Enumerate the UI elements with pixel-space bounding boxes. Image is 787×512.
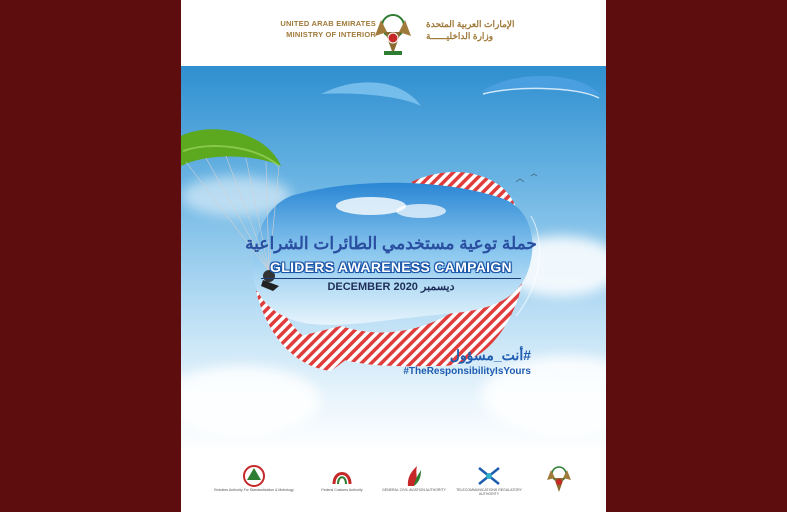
- campaign-title-ar: حملة توعية مستخدمي الطائرات الشراعية: [245, 234, 537, 253]
- header-english: [241, 18, 376, 40]
- hashtag-arabic: #أنت_مسؤول: [449, 347, 531, 363]
- distant-glider-center: [321, 82, 421, 106]
- header-ministry-ar: وزارة الداخليــــــة: [426, 31, 494, 41]
- partner-logos: [181, 452, 606, 512]
- tra-logo-icon: [477, 464, 501, 488]
- campaign-title-en: GLIDERS AWARENESS CAMPAIGN: [270, 259, 512, 275]
- header-country: UNITED ARAB EMIRATES: [280, 19, 376, 28]
- campaign-date: DECEMBER 2020 ديسمبر: [327, 281, 455, 293]
- poster-header: [181, 0, 606, 66]
- gcaa-logo-icon: [405, 464, 423, 488]
- header-country-ar: الإمارات العربية المتحدة: [426, 19, 515, 29]
- customs-logo-icon: [331, 464, 353, 488]
- customs-caption: Federal Customs Authority: [321, 488, 363, 492]
- header-ministry: MINISTRY OF INTERIOR: [286, 30, 376, 39]
- campaign-poster: [181, 0, 606, 512]
- gcaa-caption: GENERAL CIVIL AVIATION AUTHORITY: [382, 488, 446, 492]
- tra-caption: TELECOMMUNICATIONS REGULATORY AUTHORITY: [456, 488, 522, 496]
- header-arabic: [426, 18, 536, 42]
- distant-glider-right: [481, 76, 601, 98]
- date-divider: [261, 278, 521, 279]
- moi-emblem-icon: [371, 10, 415, 58]
- moi-footer-emblem-icon: [545, 464, 573, 494]
- esma-logo-icon: [241, 464, 267, 488]
- sky-banner: [181, 66, 606, 452]
- hashtag-english: #TheResponsibilityIsYours: [403, 366, 531, 377]
- esma-caption: Emirates Authority For Standardization & Metrology: [214, 488, 294, 492]
